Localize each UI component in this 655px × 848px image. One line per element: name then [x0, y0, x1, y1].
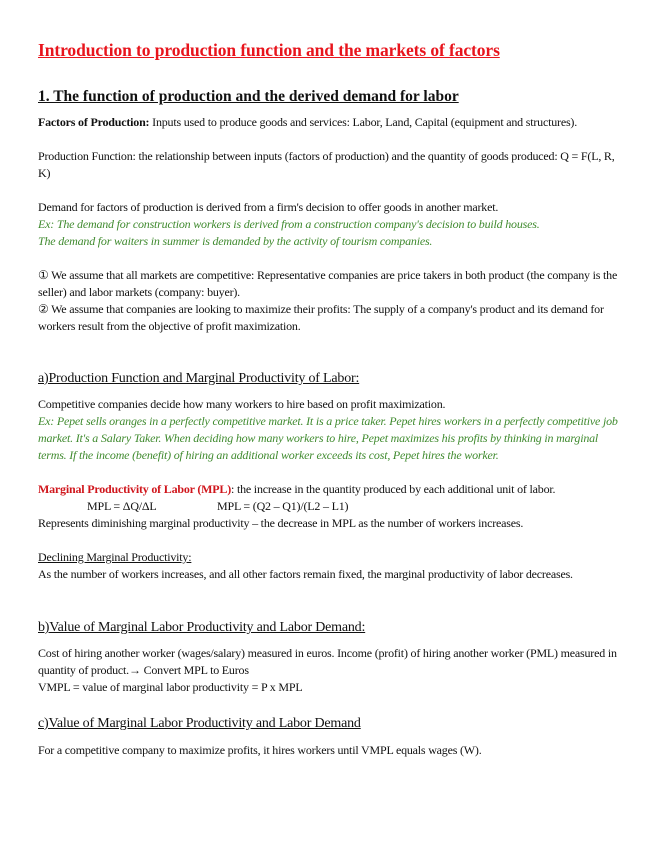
section-c-text: For a competitive company to maximize profits, it hires workers until VMPL equals wages (W). [38, 743, 482, 757]
declining-marginal-productivity-text: As the number of workers increases, and all other factors remain fixed, the marginal productivity of labor decreases. [38, 567, 573, 581]
section-a-intro: Competitive companies decide how many workers to hire based on profit maximization. [38, 397, 446, 411]
example-construction: Ex: The demand for construction workers is derived from a construction company's decision to build houses. [38, 217, 540, 231]
section-a-heading: a)Production Function and Marginal Productivity of Labor: [38, 371, 360, 386]
section-b-cost-text: Cost of hiring another worker (wages/salary) measured in euros. Income (profit) of hiring another worker (PML) measured in quantity of product.→ Convert MPL to Euros [38, 646, 617, 677]
factors-label: Factors of Production: [38, 115, 150, 129]
document-title: Introduction to production function and the markets of factors [38, 40, 500, 60]
diminishing-marginal-productivity: Represents diminishing marginal productivity – the decrease in MPL as the number of workers increases. [38, 516, 524, 530]
section-c-heading: c)Value of Marginal Labor Productivity and Labor Demand [38, 716, 361, 731]
pepet-example: Ex: Pepet sells oranges in a perfectly competitive market. It is a price taker. Pepet hires workers in a perfectly competitive job market. It's a Salary Taker. When deciding how many workers to hire, Pepet maximizes his profits by thinking in marginal terms. If the income (benefit) of hiring an additional worker exceeds its cost, Pepet hires the worker. [38, 414, 618, 462]
mpl-formula-1: MPL = ΔQ/ΔL [87, 499, 157, 513]
example-waiters: The demand for waiters in summer is demanded by the activity of tourism companies. [38, 234, 433, 248]
derived-demand-paragraph: Demand for factors of production is derived from a firm's decision to offer goods in another market. [38, 200, 499, 214]
section-b-heading: b)Value of Marginal Labor Productivity and Labor Demand: [38, 620, 366, 635]
production-function-paragraph: Production Function: the relationship between inputs (factors of production) and the quantity of goods produced: Q = F(L, R, K) [38, 149, 615, 180]
factors-text: Inputs used to produce goods and services: Labor, Land, Capital (equipment and structures). [149, 115, 578, 129]
section-1-heading: 1. The function of production and the derived demand for labor [38, 88, 459, 105]
assumption-competitive-markets: ① We assume that all markets are competitive: Representative companies are price takers in both product (the company is the seller) and labor markets (company: buyer). [38, 268, 618, 299]
mpl-definition [38, 481, 623, 498]
mpl-label: Marginal Productivity of Labor (MPL) [38, 482, 232, 496]
mpl-formula-2: MPL = (Q2 – Q1)/(L2 – L1) [217, 499, 349, 513]
mpl-text: : the increase in the quantity produced by each additional unit of labor. [231, 482, 556, 496]
factors-of-production-paragraph [38, 114, 623, 131]
section-b-vmpl-text: VMPL = value of marginal labor productivity = P x MPL [38, 680, 303, 694]
declining-marginal-productivity-heading: Declining Marginal Productivity: [38, 550, 192, 564]
assumption-profit-maximization: ② We assume that companies are looking to maximize their profits: The supply of a company's product and its demand for workers result from the objective of profit maximization. [38, 302, 604, 333]
